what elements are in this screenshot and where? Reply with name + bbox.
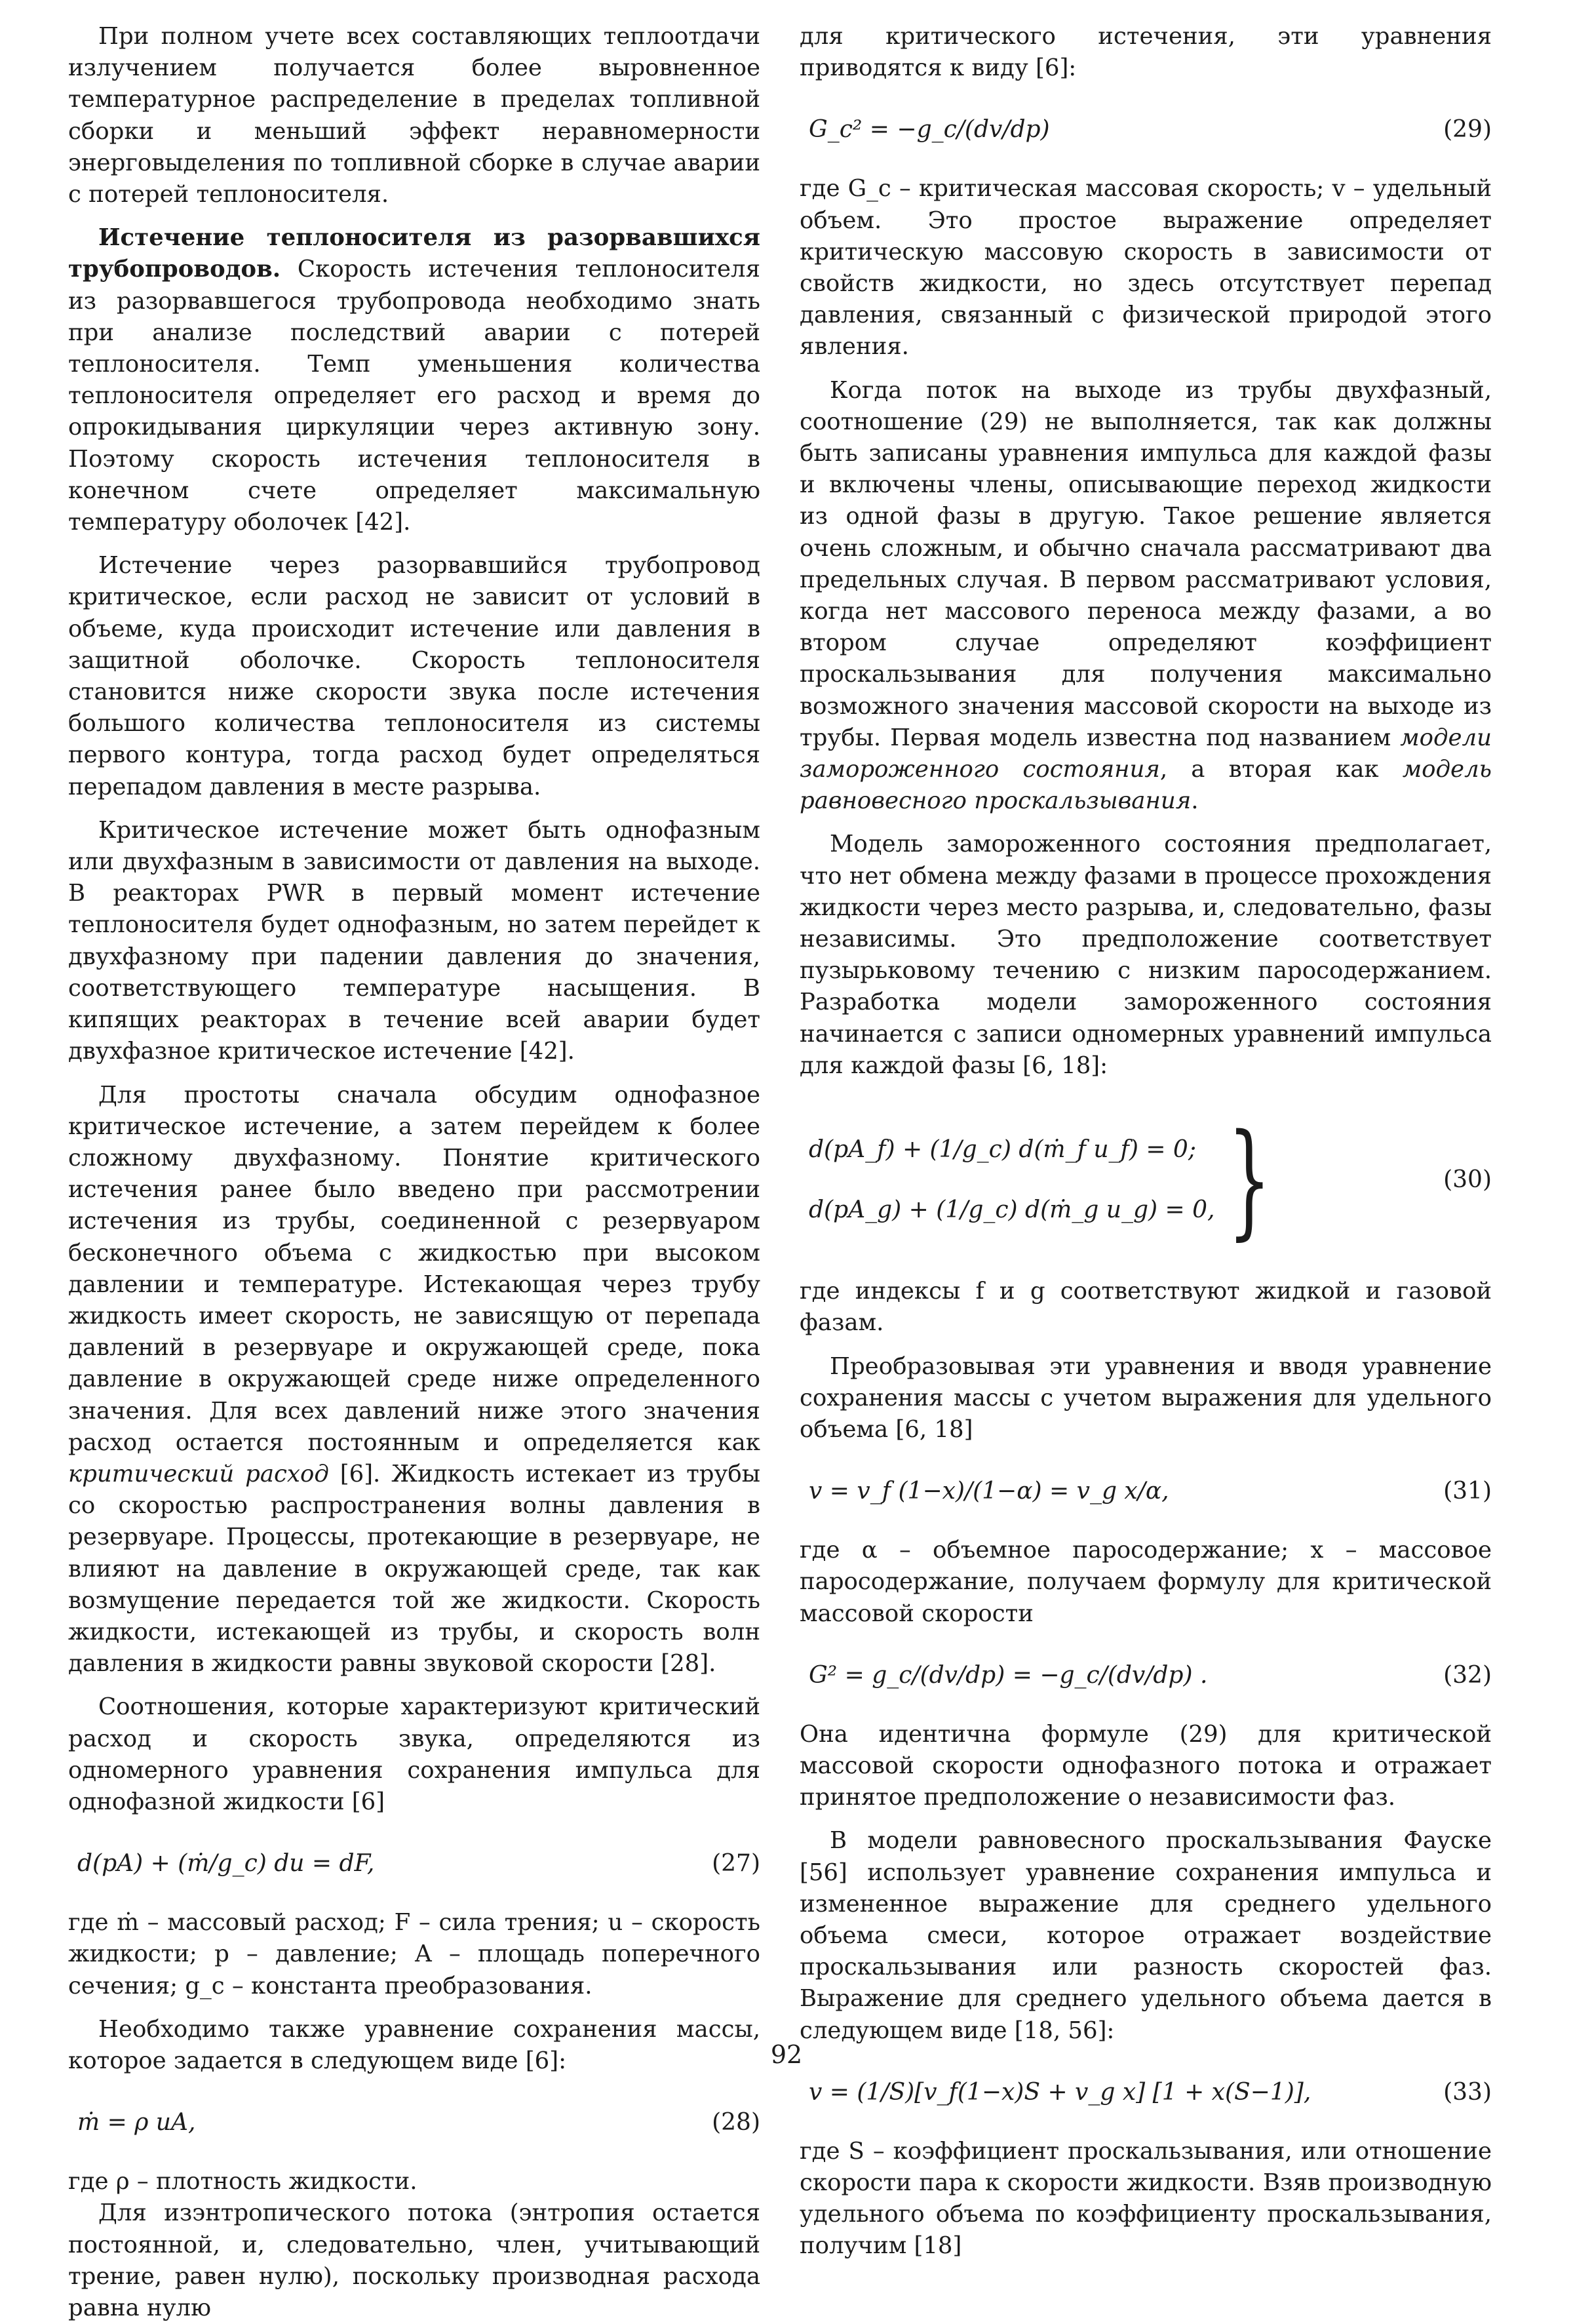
equation-expression: v = v_f (1−x)/(1−α) = v_g x/α, <box>809 1478 1169 1505</box>
paragraph-text: [6]. Жидкость истекает из трубы со скоростью распространения волны давления в резервуаре. Процессы, протекающие в резервуаре, не влияют на давление в окружающей среде, так как возмущение передается той же жидкости. Скорость жидкости, истекающей из трубы, и скорость волн давления в жидкости равны звуковой скорости [28]. <box>68 1460 760 1678</box>
paragraph-text: Скорость истечения теплоносителя из разорвавшегося трубопровода необходимо знать при анализе последствий аварии с потерей теплоносителя. Темп уменьшения количества теплоносителя определяет его расход и время до опрокидывания циркуляции через активную зону. Поэтому скорость истечения теплоносителя в конечном счете определяет максимальную температуру оболочек [42]. <box>68 256 760 536</box>
equation-system <box>800 1107 1413 1253</box>
equation-31 <box>800 1465 1492 1518</box>
paragraph: для критического истечения, эти уравнения приводятся к виду [6]: <box>800 23 1492 82</box>
equation-32 <box>800 1649 1492 1702</box>
equation-number: (29) <box>1443 116 1492 144</box>
equation-number: (33) <box>1443 2078 1492 2106</box>
italic-term: модели замороженного состояния <box>800 724 1492 783</box>
paragraph <box>68 1080 760 1680</box>
italic-term: критический расход <box>68 1460 329 1487</box>
left-column <box>68 21 760 2324</box>
equation-33 <box>800 2066 1492 2119</box>
paragraph: Для изэнтропического потока (энтропия остается постоянной, и, следовательно, член, учитывающий трение, равен нулю), поскольку производная расхода равна нулю <box>68 2199 760 2321</box>
paragraph: где S – коэффициент проскальзывания, или отношение скорости пара к скорости жидкости. Взяв производную удельного объема по коэффициенту проскальзывания, получим [18] <box>800 2137 1492 2260</box>
equation-number: (30) <box>1443 1166 1492 1193</box>
section-paragraph <box>68 222 760 538</box>
paragraph: где G_c – критическая массовая скорость; v – удельный объем. Это простое выражение определяет критическую массовую скорость в зависимости от свойств жидкости, но здесь отсутствует перепад давления, связанный с физической природой этого явления. <box>800 175 1492 361</box>
paragraph-text: Когда поток на выходе из трубы двухфазный, соотношение (29) не выполняется, так как должны быть записаны уравнения импульса для каждой фазы и включены члены, описывающие переход жидкости из одной фазы в другую. Такое решение является очень сложным, и обычно сначала рассматривают два предельных случая. В первом рассматривают условия, когда нет массового переноса между фазами, а во втором случае определяют коэффициент проскальзывания для получения максимально возможного значения массовой скорости на выходе из трубы. Первая модель известна под названием <box>800 376 1492 751</box>
paragraph: Истечение через разорвавшийся трубопровод критическое, если расход не зависит от условий в объеме, куда происходит истечение или давления в защитной оболочке. Скорость теплоносителя становится ниже скорости звука после истечения большого количества теплоносителя из системы первого контура, тогда расход будет определяться перепадом давления в месте разрыва. <box>68 552 760 800</box>
paragraph: Соотношения, которые характеризуют критический расход и скорость звука, определяются из одномерного уравнения сохранения импульса для однофазной жидкости [6] <box>68 1693 760 1815</box>
paragraph: Необходимо также уравнение сохранения массы, которое задается в следующем виде [6]: <box>68 2015 760 2074</box>
paragraph: где индексы f и g соответствуют жидкой и газовой фазам. <box>800 1278 1492 1337</box>
page-number: 92 <box>770 2040 803 2069</box>
paragraph-text: . <box>1191 787 1199 815</box>
equation-expression: G² = g_c/(dv/dp) = −g_c/(dv/dp) . <box>809 1661 1208 1689</box>
equation-29 <box>800 104 1492 156</box>
paragraph: В модели равновесного проскальзывания Фауске [56] использует уравнение сохранения импульса и измененное выражение для среднего удельного объема смеси, которое отражает воздействие проскальзывания или разность скоростей фаз. Выражение для среднего удельного объема дается в следующем виде [18, 56]: <box>800 1827 1492 2044</box>
section-heading: Истечение теплоносителя из разорвавшихся трубопроводов. <box>68 224 760 283</box>
equation-rows <box>809 1134 1214 1226</box>
paragraph: При полном учете всех составляющих теплоотдачи излучением получается более выровненное температурное распределение в пределах топливной сборки и меньший эффект неравномерности энерговыделения по топливной сборке в случае аварии с потерей теплоносителя. <box>68 23 760 208</box>
equation-line: d(pA_f) + (1/g_c) d(ṁ_f u_f) = 0; <box>809 1135 1196 1163</box>
paragraph: где ṁ – массовый расход; F – сила трения; u – скорость жидкости; p – давление; A – площадь поперечного сечения; g_c – константа преобразования. <box>68 1909 760 1999</box>
equation-number: (27) <box>712 1850 760 1878</box>
paragraph: Модель замороженного состояния предполагает, что нет обмена между фазами в процессе прохождения жидкости через место разрыва, и, следовательно, фазы независимы. Это предположение соответствует пузырьковому течению с низким паросодержанием. Разработка модели замороженного состояния начинается с записи одномерных уравнений импульса для каждой фазы [6, 18]: <box>800 831 1492 1079</box>
paragraph: Преобразовывая эти уравнения и вводя уравнение сохранения массы с учетом выражения для удельного объема [6, 18] <box>800 1352 1492 1443</box>
equation-line: d(pA_g) + (1/g_c) d(ṁ_g u_g) = 0, <box>809 1196 1215 1224</box>
paragraph: Она идентична формуле (29) для критической массовой скорости однофазного потока и отражает принятое предположение о независимости фаз. <box>800 1720 1492 1811</box>
equation-expression: d(pA) + (ṁ/g_c) du = dF, <box>77 1850 375 1878</box>
equation-expression: G_c² = −g_c/(dv/dp) <box>809 116 1050 144</box>
paragraph: где α – объемное паросодержание; x – массовое паросодержание, получаем формулу для критической массовой скорости <box>800 1537 1492 1627</box>
equation-expression: v = (1/S)[v_f(1−x)S + v_g x] [1 + x(S−1)], <box>809 2078 1311 2106</box>
paragraph: где ρ – плотность жидкости. <box>68 2168 418 2196</box>
equation-number: (28) <box>712 2109 760 2137</box>
paragraph-text: , а вторая как <box>1159 756 1403 783</box>
right-brace-icon: } <box>1228 1107 1272 1253</box>
equation-30 <box>800 1101 1492 1259</box>
paragraph: Критическое истечение может быть однофазным или двухфазным в зависимости от давления на выходе. В реакторах PWR в первый момент истечение теплоносителя будет однофазным, но затем перейдет к двухфазному при падении давления до значения, соответствующего температуре насыщения. В кипящих реакторах в течение всей аварии будет двухфазное критическое истечение [42]. <box>68 816 760 1065</box>
equation-expression: ṁ = ρ uA, <box>77 2109 196 2137</box>
equation-27 <box>68 1838 760 1890</box>
paragraph-text: Для простоты сначала обсудим однофазное критическое истечение, а затем перейдем к более сложному двухфазному. Понятие критического истечения ранее было введено при рассмотрении истечения из трубы, соединенной с резервуаром бесконечного объема с жидкостью при высоком давлении и температуре. Истекающая через трубу жидкость имеет скорость, не зависящую от перепада давлений в резервуаре и окружающей среде, пока давление в окружающей среде ниже определенного значения. Для всех давлений ниже этого значения расход остается постоянным и определяется как <box>68 1081 760 1456</box>
right-column <box>800 21 1492 2262</box>
equation-28 <box>68 2097 760 2149</box>
equation-number: (32) <box>1443 1661 1492 1689</box>
italic-term: модель равновесного проскальзывания <box>800 756 1492 815</box>
equation-number: (31) <box>1443 1478 1492 1505</box>
paragraph <box>800 375 1492 817</box>
